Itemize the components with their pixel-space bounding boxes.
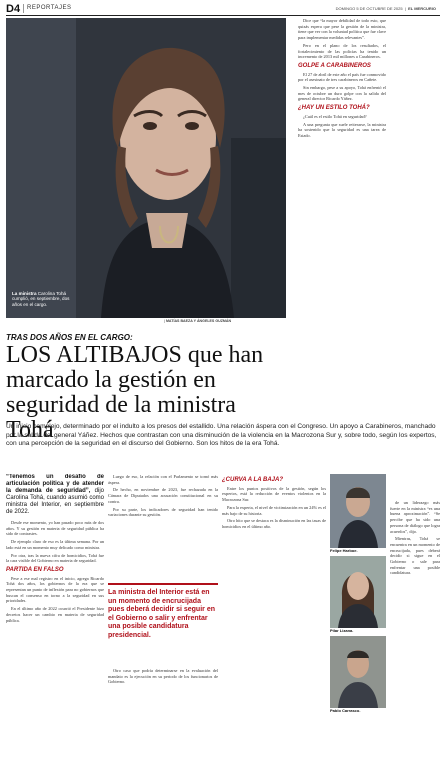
paragraph: Dice que “la mayor debilidad de todo esto, que quizás espera que pese la gestión de la ministra, tiene que ver con la voluntad política que fue clave para implementar medidas relevantes”.	[298, 18, 386, 41]
column-5	[390, 500, 440, 760]
portrait-pablo-carrasco	[330, 636, 386, 708]
portrait-image	[330, 636, 386, 708]
column-2-top	[108, 474, 218, 580]
column-1	[6, 474, 104, 760]
portrait-pilar-lizana	[330, 556, 386, 628]
paragraph: Desde ese momento, yo han pasado poco más de dos años. Y su gestión en materia de seguridad pública ha sido de contrastes.	[6, 520, 104, 537]
paragraph: Pese a ese mal registro en el inicio, agrega Ricardo Tohá dos años, los gobiernos de la era que se representan un punto de inflexión para no gobiernos que buscan el consenso en torno a la seguridad en sus prioridades.	[6, 575, 104, 604]
subhead-curva: ¿CURVA A LA BAJA?	[222, 477, 283, 483]
pull-quote: La ministra del Interior está en un momento de encrucijada pues deberá decidir si seguir en el Gobierno o salir y enfrentar una posible candidatura presidencial.	[108, 583, 218, 640]
column-3	[222, 474, 326, 760]
subhead-estilo: ¿HAY UN ESTILO TOHÁ?	[298, 105, 370, 112]
paragraph: de un liderazgo más fuerte en la ministra “es una buena aproximación”. “Se percibe que ha sido una persona de diálogo que logra acuerdos”, dijo.	[390, 500, 440, 534]
main-photo	[6, 18, 286, 318]
paragraph: Por otra, tras la nueva cifra de homicidios, Tohá fue la cara visible del Gobierno en materia de seguridad.	[6, 552, 104, 564]
article-kicker: TRAS DOS AÑOS EN EL CARGO:	[6, 333, 133, 342]
paragraph: En el último año de 2022 ocurrió el Presidente hizo decretos hacer un cambio en materia de seguridad pública.	[6, 606, 104, 623]
portrait-caption: Pablo Carrasco.	[330, 708, 361, 713]
page-number: D4	[6, 3, 21, 15]
portrait-image	[330, 474, 386, 548]
header-rule	[6, 15, 440, 16]
caption-name: La ministra	[12, 291, 37, 296]
portrait-caption: Felipe Harboe.	[330, 548, 358, 553]
portrait-image	[330, 556, 386, 628]
opening-quote	[6, 474, 104, 516]
article-headline: LOS ALTIBAJOS que han marcado la gestión en seguridad de la ministra Tohá	[6, 342, 264, 443]
paragraph: Otro hito que se destaca es la disminución en las tasas de homicidios en el último año.	[222, 518, 326, 529]
quote-tail: dijo Carolina Tohá, cuando asumió como ministra del Interior, en septiembre de 2022.	[6, 488, 104, 515]
minister-photo-illustration	[6, 18, 286, 318]
photo-caption	[12, 291, 80, 307]
paper-name: EL MERCURIO	[408, 6, 436, 11]
date-text: DOMINGO 5 DE OCTUBRE DE 2025	[335, 6, 403, 11]
portrait-felipe-harboe	[330, 474, 386, 548]
paragraph: A una pregunta que suele reiterarse, la ministra ha sostenido que la seguridad es una tarea de Estado.	[298, 121, 386, 138]
caption-text: Carolina Tohá cumplió, en septiembre, dos años en el cargo.	[12, 291, 70, 307]
paragraph: De ejemplo claro de eso es la última semana. Por un lado está en un momento muy delicado como ministra.	[6, 539, 104, 550]
credit-text: MATÍAS BAEZA Y ÁNGELES GUZMÁN	[165, 319, 232, 323]
paragraph: Mientras, Tohá se encuentra en un momento de encrucijada, pues deberá decidir si sigue en el Gobierno o sale para enfrentar una posible candidatura.	[390, 536, 440, 576]
paragraph: Luego de eso, la relación con el Parlamento se tornó más áspera.	[108, 474, 218, 485]
paragraph: Pero en el plano de los resultados, el fortalecimiento de las policías ha tenido un incremento de 2013 mil millones a Carabineros.	[298, 42, 386, 60]
column-2-bottom	[108, 668, 218, 760]
paragraph: Para la experta, el nivel de victimización en un 24% es el más bajo de su historia.	[222, 504, 326, 516]
paragraph: Entre los puntos positivos de la gestión, según los expertos, está la reducción de eventos violentos en la Macrozona Sur.	[222, 485, 326, 503]
quote-text: “Tenemos un desafío de articulación política y de atender la demanda de seguridad”,	[6, 474, 104, 494]
header-divider	[23, 4, 24, 13]
photo-credit: | MATÍAS BAEZA Y ÁNGELES GUZMÁN	[164, 319, 232, 323]
paragraph: Por su parte, los indicadores de seguridad han tenido variaciones durante su gestión.	[108, 506, 218, 518]
paragraph: ¿Cuál es el estilo Tohá en seguridad?	[303, 113, 367, 119]
paragraph: El 27 de abril de este año el país fue conmovido por el asesinato de tres carabineros en Cañete.	[298, 71, 386, 83]
section-name: REPORTAJES	[27, 5, 72, 11]
paragraph: Sin embargo, pese a su apoyo, Tohá enfrentó el mes de octubre un duro golpe con la salida del general director Ricardo Yáñez.	[298, 85, 386, 102]
subhead-partida: PARTIDA EN FALSO	[6, 566, 64, 573]
subhead-golpe: GOLPE A CARABINEROS	[298, 62, 371, 69]
column-4	[298, 18, 386, 478]
header-date: DOMINGO 5 DE OCTUBRE DE 2025 | EL MERCURIO	[335, 6, 436, 11]
article-lead: Un inicio complejo, determinado por el indulto a los presos del estallido. Una relación áspera con el Congreso. Un apoyo a Carabineros, manchado por la salida del general Yáñez. Hechos que contrastan con una disminución de la violencia en la Macrozona Sur y, sobre todo, según los expertos, con una percepción de la seguridad en el discurso del Gobierno. Son los hitos de la era Tohá.	[6, 423, 437, 448]
paragraph: Otro caso que podría determinarse en la evaluación del mandato es la ejecución en su periodo de los funcionarios de Gobierno.	[108, 668, 218, 685]
paragraph: De hecho, en noviembre de 2023, fue rechazada en la Cámara de Diputados una acusación constitucional en su contra.	[108, 487, 218, 504]
portrait-caption: Pilar Lizana.	[330, 628, 354, 633]
